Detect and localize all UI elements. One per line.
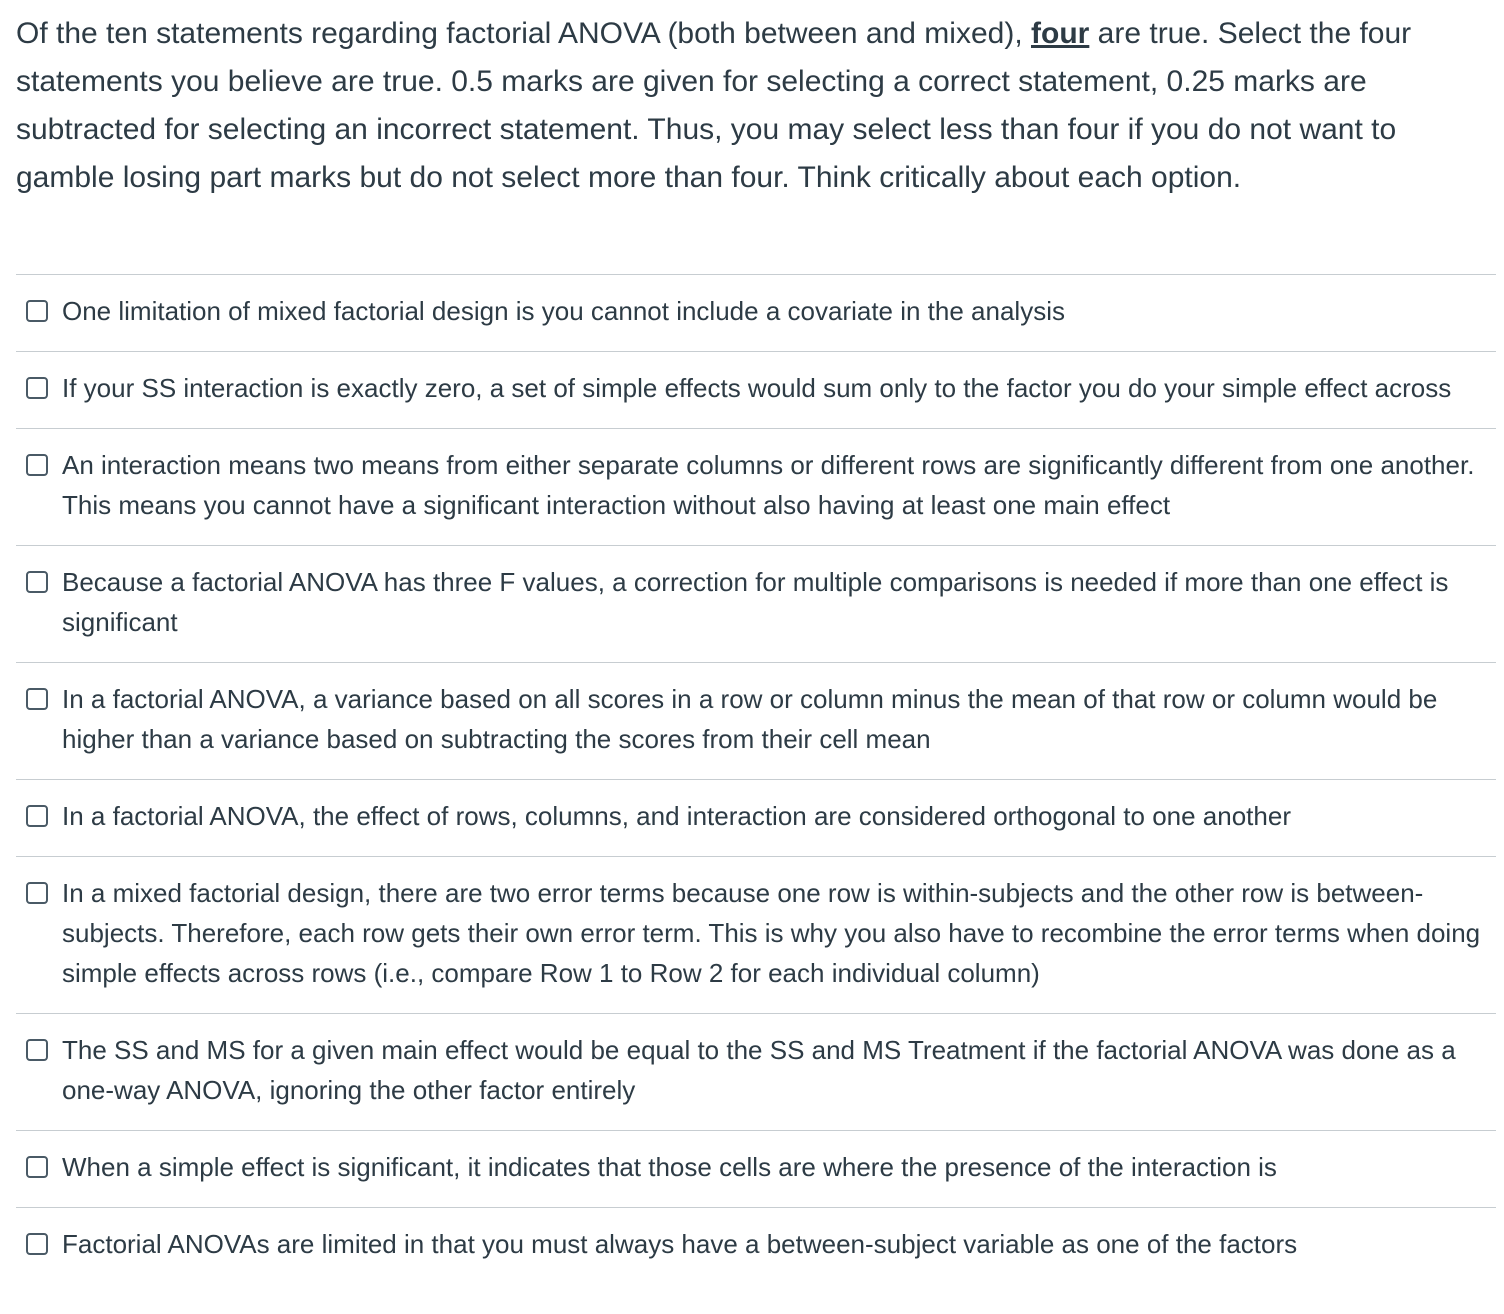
- answer-label: Because a factorial ANOVA has three F values, a correction for multiple comparisons is needed if more than one effect is significant: [62, 567, 1449, 637]
- answer-option-3[interactable]: [16, 429, 1496, 546]
- answer-option-10[interactable]: [16, 1208, 1496, 1284]
- answer-option-6[interactable]: [16, 780, 1496, 857]
- checkbox[interactable]: [26, 688, 48, 710]
- answer-label: If your SS interaction is exactly zero, a set of simple effects would sum only to the factor you do your simple effect across: [62, 373, 1452, 403]
- answer-label: One limitation of mixed factorial design is you cannot include a covariate in the analysis: [62, 296, 1065, 326]
- checkbox[interactable]: [26, 571, 48, 593]
- question-text-part1: Of the ten statements regarding factorial ANOVA (both between and mixed),: [16, 17, 1031, 50]
- checkbox[interactable]: [26, 805, 48, 827]
- answer-label: In a factorial ANOVA, a variance based on all scores in a row or column minus the mean of that row or column would be higher than a variance based on subtracting the scores from their cell mean: [62, 684, 1438, 754]
- checkbox[interactable]: [26, 300, 48, 322]
- answer-option-7[interactable]: [16, 857, 1496, 1014]
- answer-option-9[interactable]: [16, 1131, 1496, 1208]
- question-text-part2: are true. Select the four statements you believe are true. 0.5 marks are given for selecting a correct statement, 0.25 marks are subtracted for selecting an incorrect statement. Thus, you may select less than four if you do not want to gamble losing part marks but do not select more than four. Think critically about each option.: [16, 17, 1412, 194]
- answer-option-8[interactable]: [16, 1014, 1496, 1131]
- answer-option-2[interactable]: [16, 352, 1496, 429]
- answer-label: In a factorial ANOVA, the effect of rows, columns, and interaction are considered orthogonal to one another: [62, 801, 1291, 831]
- answer-label: When a simple effect is significant, it indicates that those cells are where the presence of the interaction is: [62, 1152, 1277, 1182]
- answer-label: Factorial ANOVAs are limited in that you must always have a between-subject variable as one of the factors: [62, 1229, 1298, 1259]
- answer-list: [16, 274, 1496, 1284]
- checkbox[interactable]: [26, 377, 48, 399]
- answer-option-1[interactable]: [16, 275, 1496, 352]
- question-text: [16, 10, 1500, 202]
- answer-label: The SS and MS for a given main effect would be equal to the SS and MS Treatment if the factorial ANOVA was done as a one-way ANOVA, ignoring the other factor entirely: [62, 1035, 1456, 1105]
- checkbox[interactable]: [26, 1156, 48, 1178]
- answer-label: In a mixed factorial design, there are two error terms because one row is within-subjects and the other row is between-subjects. Therefore, each row gets their own error term. This is why you also have to recombine the error terms when doing simple effects across rows (i.e., compare Row 1 to Row 2 for each individual column): [62, 878, 1481, 988]
- answer-option-5[interactable]: [16, 663, 1496, 780]
- checkbox[interactable]: [26, 882, 48, 904]
- checkbox[interactable]: [26, 1233, 48, 1255]
- checkbox[interactable]: [26, 1039, 48, 1061]
- answer-option-4[interactable]: [16, 546, 1496, 663]
- answer-label: An interaction means two means from either separate columns or different rows are significantly different from one another. This means you cannot have a significant interaction without also having at least one main effect: [62, 450, 1475, 520]
- checkbox[interactable]: [26, 454, 48, 476]
- question-emphasis: four: [1031, 17, 1090, 50]
